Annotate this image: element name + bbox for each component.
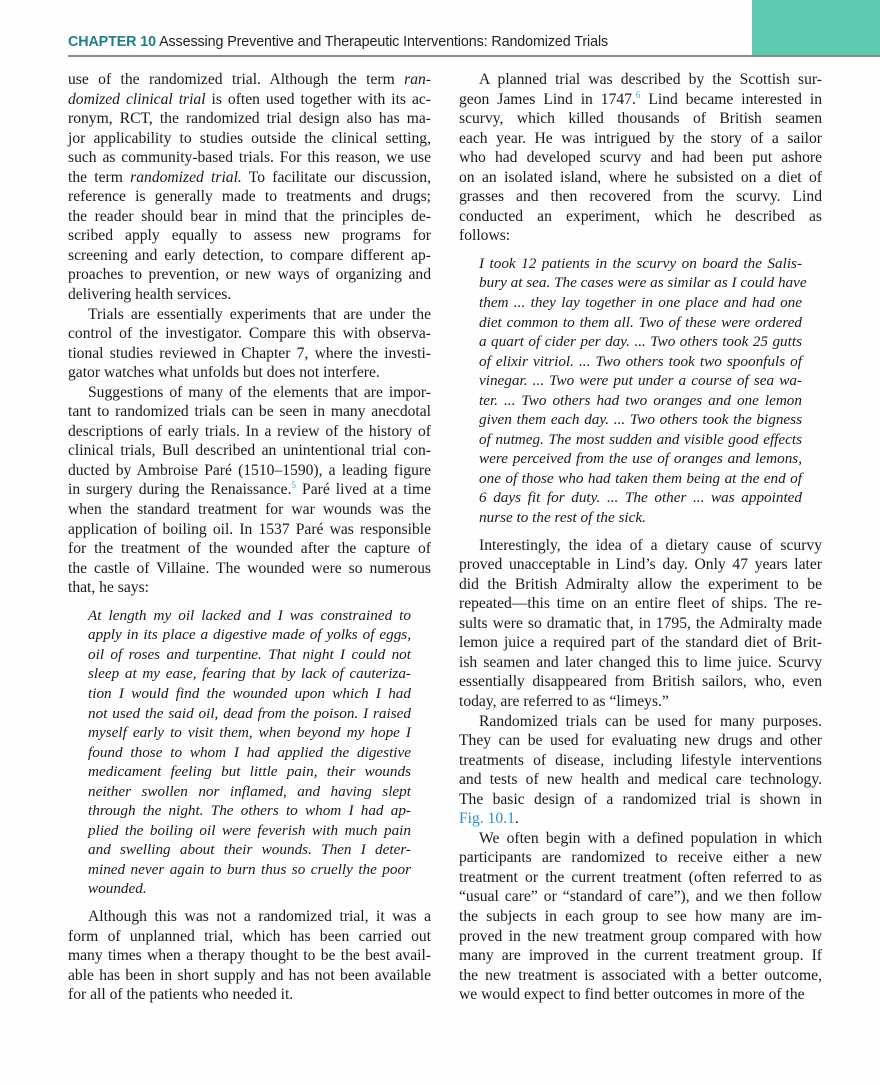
- text-run: treatments of disease, including lifestyle interventions: [459, 751, 822, 769]
- text-line: [459, 168, 822, 188]
- spacer: [68, 899, 431, 907]
- text-run: gator watches what unfolds but does not interfere.: [68, 364, 380, 382]
- text-run: “usual care” or “standard of care”), and we then follow: [459, 888, 822, 906]
- text-run: conducted an experiment, which he described as: [459, 207, 822, 225]
- text-run: such as community-based trials. For this reason, we use: [68, 149, 431, 167]
- text-line: [68, 946, 431, 966]
- text-line: [68, 578, 431, 598]
- text-run: today, are referred to as “limeys.”: [459, 692, 669, 710]
- spacer: [459, 246, 822, 254]
- text-run: apply in its place a digestive made of yolks of eggs,: [88, 626, 411, 644]
- text-run: tional studies reviewed in Chapter 7, where the investi-: [68, 344, 431, 362]
- text-run: many times when a therapy thought to be the best avail-: [68, 947, 431, 965]
- text-run: They can be used for evaluating new drugs and other: [459, 732, 822, 750]
- running-header: [68, 34, 608, 50]
- paragraph: [68, 907, 431, 1005]
- text-line: [459, 672, 822, 692]
- text-run: jor applicability to studies outside the clinical setting,: [68, 129, 431, 147]
- text-line: [88, 743, 411, 763]
- header-rule: [68, 55, 880, 57]
- text-line: [68, 305, 431, 325]
- text-run: ducted by Ambroise Paré (1510–1590), a leading figure: [68, 461, 431, 479]
- chapter-label: CHAPTER 10: [68, 34, 156, 50]
- text-line: [68, 70, 431, 90]
- text-line: [68, 246, 431, 266]
- text-line: [88, 879, 411, 899]
- text-run: The basic design of a randomized trial is shown in: [459, 790, 822, 808]
- text-run: A planned trial was described by the Scottish sur-: [479, 71, 822, 88]
- text-line: [459, 633, 822, 653]
- text-run: participants are randomized to receive either a new: [459, 849, 822, 867]
- text-line: [479, 352, 802, 372]
- text-run: of elixir vitriol. ... Two others took two spoonfuls of: [479, 352, 802, 370]
- text-run: Interestingly, the idea of a dietary cause of scurvy: [479, 536, 822, 554]
- text-run: mined never again to burn thus so cruelly the poor: [88, 860, 411, 878]
- text-line: [68, 363, 431, 383]
- text-line: [68, 441, 431, 461]
- text-line: [459, 653, 822, 673]
- text-line: [479, 254, 802, 274]
- figure-link[interactable]: Fig. 10.1: [459, 810, 515, 828]
- text-line: [459, 829, 822, 849]
- paragraph: [459, 536, 822, 712]
- text-run: medicament feeling but little pain, their wounds: [88, 763, 411, 781]
- text-run: the new treatment is associated with a better outcome,: [459, 966, 822, 984]
- text-run: myself early to visit them, when beyond my hope I: [88, 724, 411, 742]
- text-line: [68, 402, 431, 422]
- text-run: tion I would find the wounded upon which I had: [88, 684, 411, 702]
- text-line: [459, 848, 822, 868]
- text-run: treatment or the current treatment (often referred to as: [459, 868, 822, 886]
- text-run: screening and early detection, to compare different ap-: [68, 246, 431, 264]
- text-run: not used the said oil, dead from the poison. I raised: [88, 704, 411, 722]
- text-run: use of the randomized trial. Although the term: [68, 71, 405, 88]
- text-line: [479, 488, 802, 508]
- text-line: [68, 109, 431, 129]
- block-quote-pare: [68, 606, 431, 899]
- text-run: the term: [68, 168, 131, 186]
- text-run: sults were so dramatic that, in 1795, the Admiralty made: [459, 614, 822, 632]
- text-run: ter. ... Two others had two oranges and one lemon: [479, 391, 802, 409]
- text-run: ish seamen and later changed this to lime juice. Scurvy: [459, 653, 822, 671]
- text-line: [459, 907, 822, 927]
- text-line: [459, 731, 822, 751]
- text-run: delivering health services.: [68, 286, 232, 304]
- text-run: neither swollen nor inflamed, and having slept: [88, 782, 411, 800]
- text-run: domized clinical trial: [68, 90, 206, 108]
- text-run: clinical trials, Bull described an unintentional trial con-: [68, 442, 431, 460]
- chapter-color-tab: [752, 0, 880, 55]
- text-run: and swelling about their wounds. Then I deter-: [88, 841, 411, 859]
- paragraph: [68, 383, 431, 598]
- text-run: grasses and then recovered from the scurvy. Lind: [459, 188, 822, 206]
- text-run: essentially disappeared from British sailors, who, even: [459, 673, 822, 691]
- text-run: Although this was not a randomized trial, it was a: [88, 907, 431, 925]
- text-line: [68, 324, 431, 344]
- paragraph: [68, 305, 431, 383]
- text-line: [479, 391, 802, 411]
- text-line: [68, 285, 431, 305]
- text-line: [68, 422, 431, 442]
- text-line: [459, 887, 822, 907]
- text-line: [68, 383, 431, 403]
- text-run: application of boiling oil. In 1537 Paré was responsible: [68, 520, 431, 538]
- text-line: [459, 226, 822, 246]
- text-run: that, he says:: [68, 579, 149, 597]
- text-run: proved unacceptable in Lind’s day. Only 47 years later: [459, 556, 822, 574]
- footnote-ref[interactable]: 5: [291, 480, 297, 491]
- text-line: [88, 840, 411, 860]
- text-line: [88, 664, 411, 684]
- text-run: randomized trial.: [130, 168, 242, 186]
- text-run: when the standard treatment for war wounds was the: [68, 501, 431, 519]
- text-line: [88, 821, 411, 841]
- text-line: [68, 207, 431, 227]
- text-line: [68, 539, 431, 559]
- text-run: sleep at my ease, fearing that by lack of cauteriza-: [88, 665, 411, 683]
- text-run: nurse to the rest of the sick.: [479, 509, 646, 527]
- text-line: [459, 187, 822, 207]
- text-run: a quart of cider per day. ... Two others took 25 gutts: [479, 333, 802, 351]
- text-run: through the night. The others to whom I had ap-: [88, 802, 411, 820]
- text-line: [459, 555, 822, 575]
- block-quote-lind: [459, 254, 822, 528]
- text-line: [459, 207, 822, 227]
- text-line: [88, 860, 411, 880]
- text-run: Randomized trials can be used for many purposes.: [479, 712, 822, 730]
- text-run: To facilitate our discussion,: [241, 168, 431, 186]
- text-run: is often used together with its ac-: [205, 90, 431, 108]
- text-run: Paré lived at a time: [296, 481, 431, 499]
- text-line: [459, 148, 822, 168]
- text-line: [459, 790, 822, 810]
- text-run: control of the investigator. Compare this with observa-: [68, 325, 431, 343]
- text-line: [479, 332, 802, 352]
- text-line: [68, 168, 431, 188]
- text-line: [68, 265, 431, 285]
- text-run: plied the boiling oil were feverish with much pain: [88, 821, 411, 839]
- text-line: [88, 782, 411, 802]
- text-run: and tests of new health and medical care technology.: [459, 771, 822, 789]
- text-run: Trials are essentially experiments that are under the: [88, 305, 431, 323]
- text-line: [479, 410, 802, 430]
- paragraph: [459, 70, 822, 246]
- text-run: of nutmeg. The most sudden and visible good effects: [479, 430, 802, 448]
- text-line: [459, 129, 822, 149]
- text-run: I took 12 patients in the scurvy on board the Salis-: [479, 254, 802, 272]
- text-line: [68, 226, 431, 246]
- text-run: Lind became interested in: [640, 90, 822, 108]
- text-run: descriptions of early trials. In a review of the history of: [68, 422, 431, 440]
- text-run: each year. He was intrigued by the story of a sailor: [459, 129, 822, 147]
- text-run: given them each day. ... Two others took the bigness: [479, 411, 802, 429]
- text-run: them ... they lay together in one place and had one: [479, 294, 802, 312]
- text-run: lemon juice a required part of the standard diet of Brit-: [459, 634, 822, 652]
- text-run: diet common to them all. Two of these were ordered: [479, 313, 802, 331]
- text-line: [459, 770, 822, 790]
- text-run: scurvy, which killed thousands of British seamen: [459, 110, 822, 128]
- text-line: [88, 606, 411, 626]
- text-run: in surgery during the Renaissance.: [68, 481, 292, 499]
- text-line: [479, 508, 802, 528]
- text-line: [459, 70, 822, 90]
- text-line: [68, 985, 431, 1005]
- right-column: [459, 70, 822, 1005]
- text-line: [459, 985, 822, 1005]
- text-line: [459, 536, 822, 556]
- text-run: proved in the new treatment group compared with how: [459, 927, 822, 945]
- text-line: [68, 148, 431, 168]
- text-run: we would expect to find better outcomes in more of the: [459, 986, 805, 1004]
- text-line: [68, 90, 431, 110]
- text-run: wounded.: [88, 880, 147, 898]
- text-line: [68, 344, 431, 364]
- text-run: for the treatment of the wounded after the capture of: [68, 540, 431, 558]
- text-run: many are improved in the current treatment group. If: [459, 947, 822, 965]
- footnote-ref[interactable]: 6: [635, 89, 641, 100]
- text-line: [459, 868, 822, 888]
- text-run: for all of the patients who needed it.: [68, 986, 294, 1004]
- text-line: [459, 966, 822, 986]
- text-line: [479, 430, 802, 450]
- text-run: bury at sea. The cases were as similar as I could have: [479, 274, 807, 292]
- spacer: [68, 598, 431, 606]
- text-run: 6 days fit for duty. ... The other ... was appointed: [479, 489, 802, 507]
- text-run: ran-: [404, 71, 431, 88]
- text-line: [68, 187, 431, 207]
- text-run: We often begin with a defined population in which: [479, 829, 822, 847]
- text-line: [88, 645, 411, 665]
- text-line: [459, 614, 822, 634]
- text-run: .: [514, 810, 519, 828]
- text-run: form of unplanned trial, which has been carried out: [68, 927, 431, 945]
- text-run: did the British Admiralty allow the experiment to be: [459, 575, 822, 593]
- text-line: [479, 469, 802, 489]
- text-line: [88, 684, 411, 704]
- text-line: [459, 594, 822, 614]
- text-run: repeated—this time on an entire fleet of ships. The re-: [459, 595, 822, 613]
- text-run: who had developed scurvy and had been put ashore: [459, 149, 822, 167]
- text-run: ronym, RCT, the randomized trial design also has ma-: [68, 110, 431, 128]
- text-run: able has been in short supply and has not been available: [68, 966, 431, 984]
- text-line: [68, 480, 431, 500]
- text-run: one of those who had taken them being at the end of: [479, 469, 802, 487]
- text-line: [88, 762, 411, 782]
- text-line: [88, 704, 411, 724]
- paragraph: [68, 70, 431, 305]
- left-column: [68, 70, 431, 1005]
- text-line: [68, 966, 431, 986]
- text-run: Suggestions of many of the elements that are impor-: [88, 383, 431, 401]
- text-line: [459, 109, 822, 129]
- text-line: [68, 500, 431, 520]
- text-run: found those to whom I had applied the digestive: [88, 743, 411, 761]
- text-line: [479, 449, 802, 469]
- chapter-title: Assessing Preventive and Therapeutic Interventions: Randomized Trials: [159, 34, 609, 50]
- paragraph: [459, 829, 822, 1005]
- text-line: [68, 129, 431, 149]
- text-line: [88, 723, 411, 743]
- text-line: [88, 625, 411, 645]
- text-line: [68, 907, 431, 927]
- text-line: [68, 461, 431, 481]
- text-line: [459, 575, 822, 595]
- text-run: the castle of Villaine. The wounded were so numerous: [68, 559, 431, 577]
- text-run: on an isolated island, where he subsisted on a diet of: [459, 168, 822, 186]
- text-line: [459, 927, 822, 947]
- spacer: [459, 528, 822, 536]
- text-line: [459, 712, 822, 732]
- text-line: [479, 293, 802, 313]
- text-run: the subjects in each group to see how many are im-: [459, 907, 822, 925]
- text-run: proaches to prevention, or new ways of organizing and: [68, 266, 431, 284]
- text-run: vinegar. ... Two were put under a course of sea wa-: [479, 372, 802, 390]
- text-run: scribed apply equally to assess new programs for: [68, 227, 431, 245]
- text-line: [68, 520, 431, 540]
- text-line: [459, 809, 822, 829]
- text-run: follows:: [459, 227, 511, 245]
- text-run: the reader should bear in mind that the principles de-: [68, 207, 431, 225]
- text-run: tant to randomized trials can be seen in many anecdotal: [68, 403, 431, 421]
- text-line: [68, 559, 431, 579]
- paragraph: [459, 712, 822, 829]
- text-line: [459, 946, 822, 966]
- text-run: reference is generally made to treatments and drugs;: [68, 188, 431, 206]
- text-line: [479, 313, 802, 333]
- text-run: At length my oil lacked and I was constrained to: [88, 606, 411, 624]
- text-run: geon James Lind in 1747.: [459, 90, 636, 108]
- text-line: [459, 751, 822, 771]
- text-run: were perceived from the use of oranges and lemons,: [479, 450, 802, 468]
- text-line: [479, 371, 802, 391]
- text-line: [459, 90, 822, 110]
- text-line: [459, 692, 822, 712]
- text-line: [88, 801, 411, 821]
- text-line: [479, 273, 807, 293]
- text-line: [68, 927, 431, 947]
- text-run: oil of roses and turpentine. That night I could not: [88, 645, 411, 663]
